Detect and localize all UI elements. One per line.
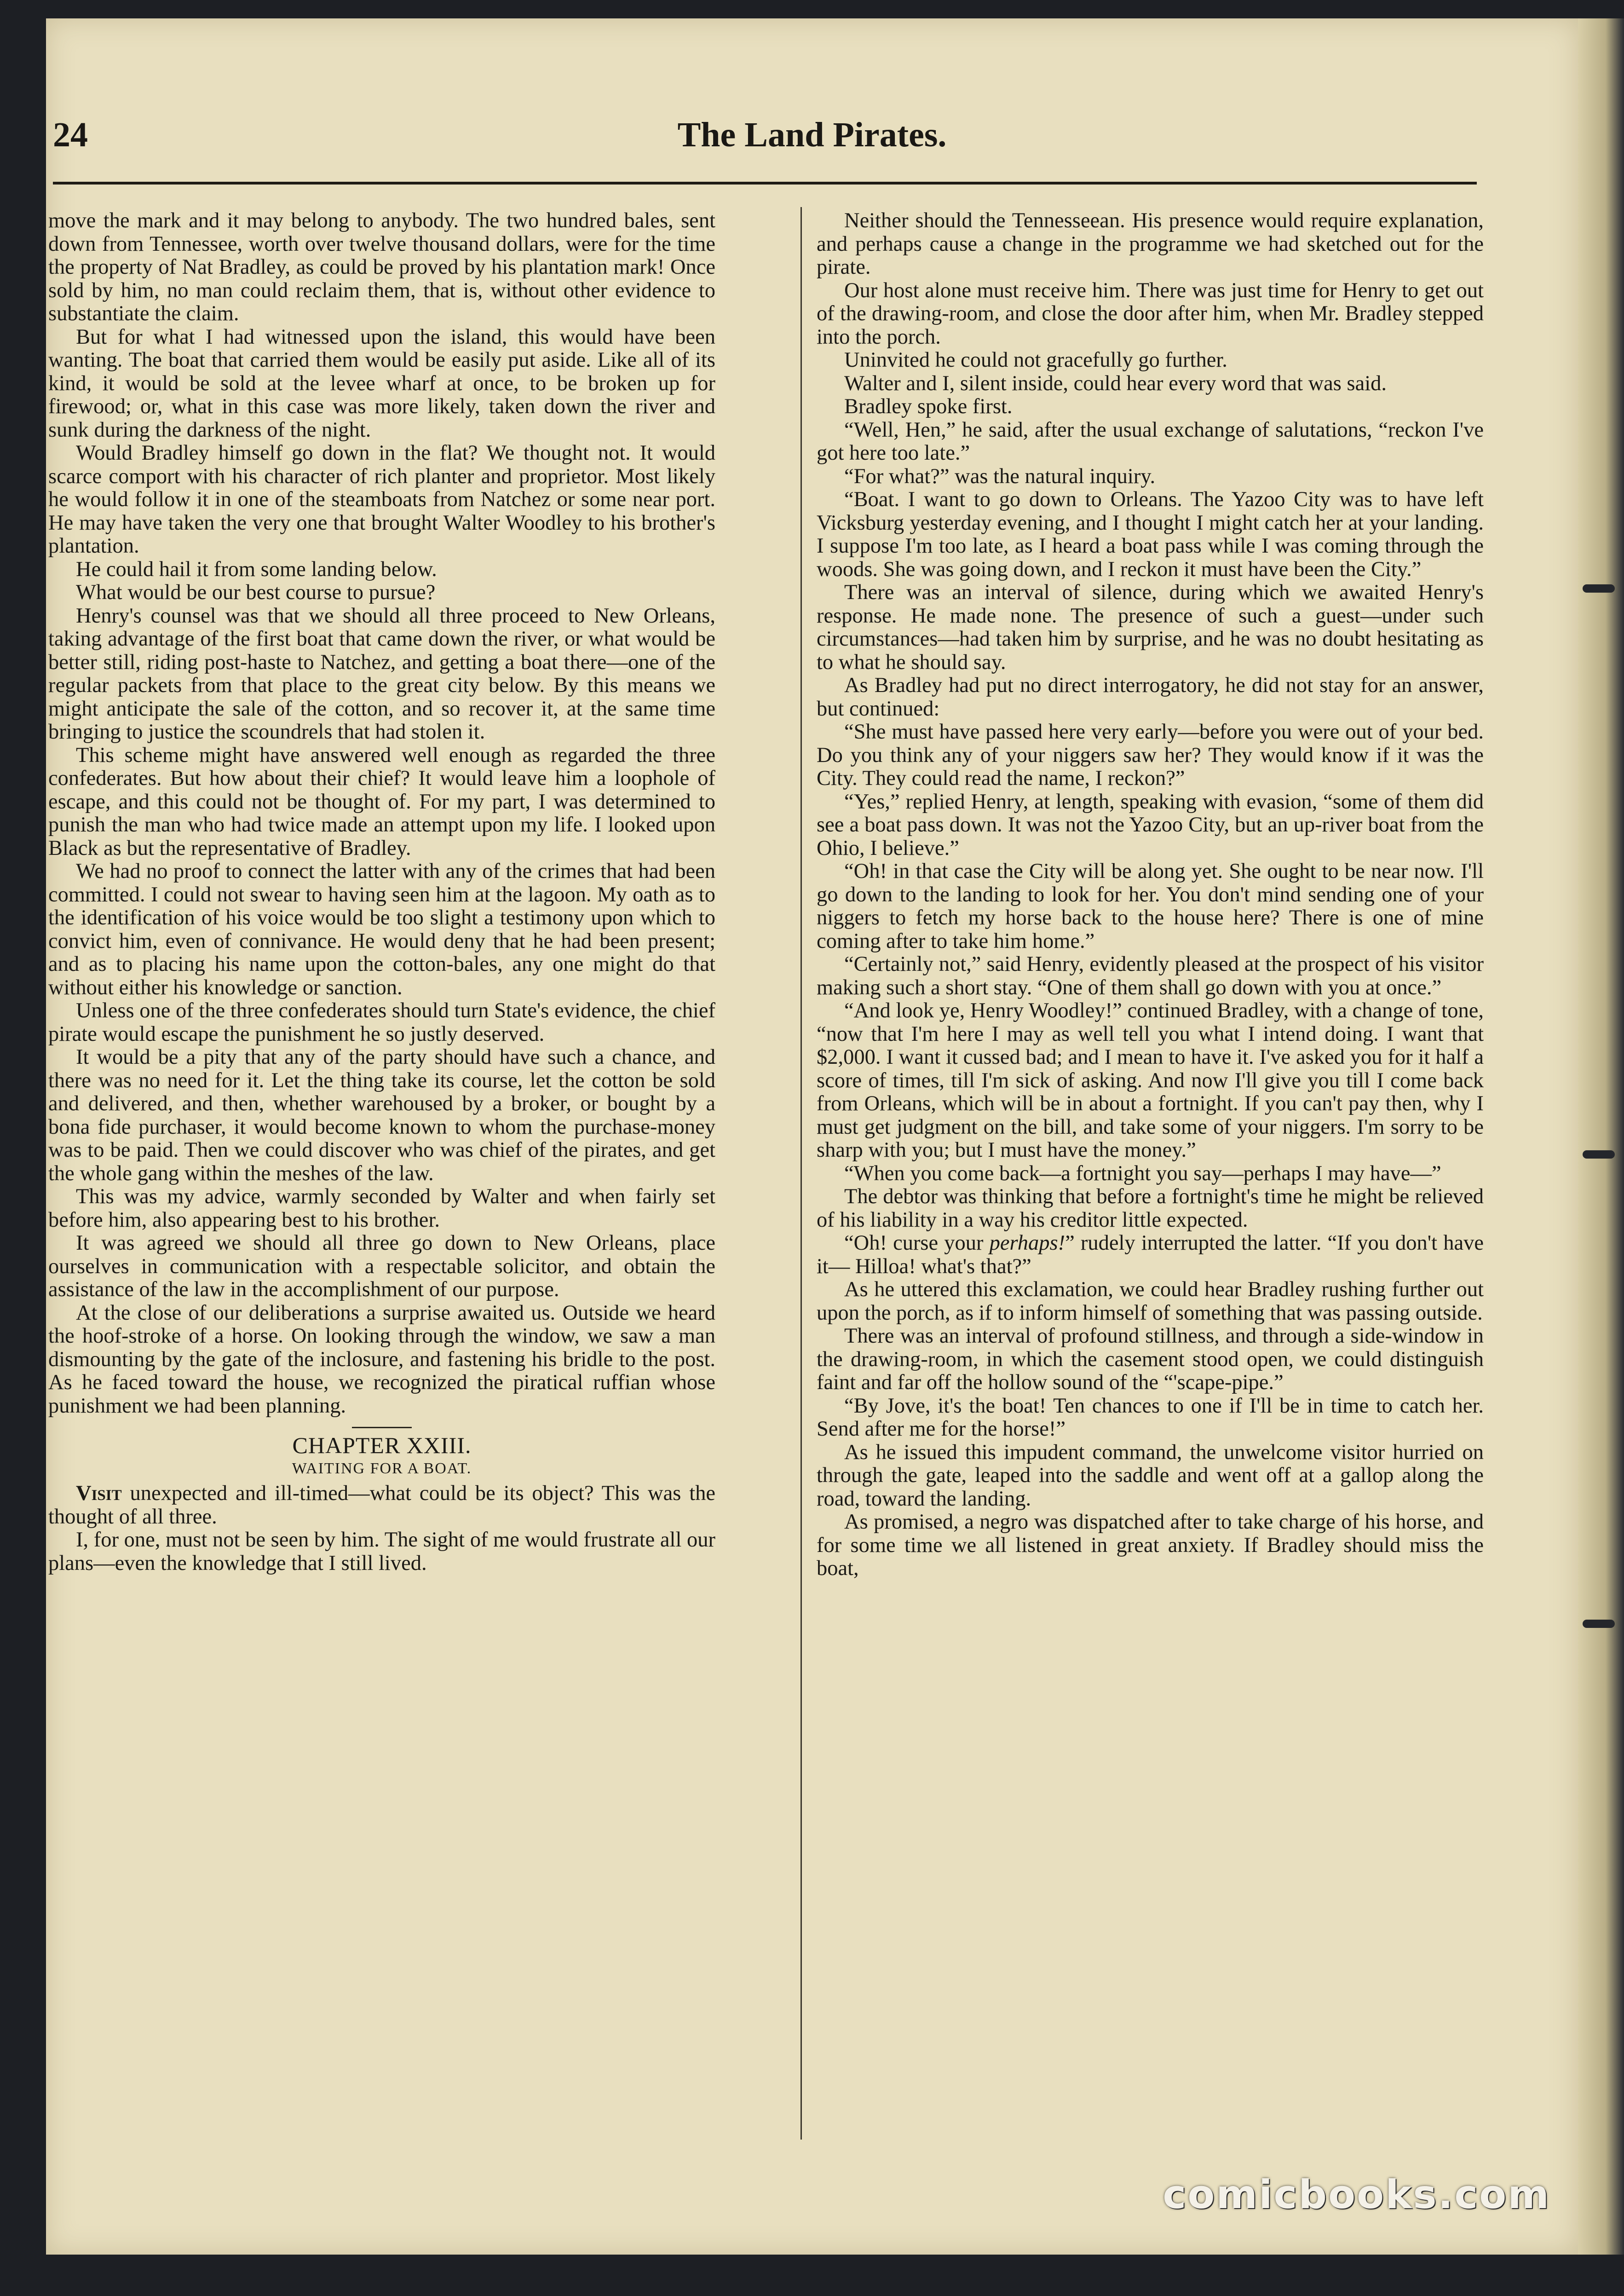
paragraph: move the mark and it may belong to anybody. The two hundred bales, sent down from Tennessee, worth over twelve thousand dollars, were for the time the property of Nat Bradley, as could be proved by his plantation mark! Once sold by him, no man could reclaim them, that is, without other evidence to substantiate the claim.: [48, 209, 715, 325]
paragraph: Unless one of the three confederates should turn State's evidence, the chief pirate would escape the punishment he so justly deserved.: [48, 999, 715, 1046]
paragraph: But for what I had witnessed upon the island, this would have been wanting. The boat that carried them would be easily put aside. Like all of its kind, it would be sold at the levee wharf at once, to be broken up for firewood; or, what in this case was more likely, taken down the river and sunk during the darkness of the night.: [48, 325, 715, 442]
watermark: comicbooks.com: [1163, 2172, 1550, 2218]
paragraph: [48, 1482, 715, 1529]
paragraph: “Certainly not,” said Henry, evidently pleased at the prospect of his visitor making such a short stay. “One of them shall go down with you at once.”: [817, 952, 1484, 999]
paragraph: Our host alone must receive him. There was just time for Henry to get out of the drawing-room, and close the door after him, when Mr. Bradley stepped into the porch.: [817, 278, 1484, 349]
paragraph: He could hail it from some landing below.: [76, 557, 437, 581]
right-column: [817, 209, 1484, 1581]
paragraph: There was an interval of silence, during which we awaited Henry's response. He made none. The presence of such a guest—under such circumstances—had taken him by surprise, and he was no doubt hesitating as to what he should say.: [817, 581, 1484, 674]
italic-word: perhaps!: [989, 1231, 1065, 1255]
binding-stitch: [1583, 584, 1615, 593]
paragraph: This scheme might have answered well enough as regarded the three confederates. But how about their chief? It would leave him a loophole of escape, and this could not be thought of. For my part, I was determined to punish the man who had twice made an attempt upon my life. I looked upon Black as but the representative of Bradley.: [48, 743, 715, 860]
running-title: The Land Pirates.: [677, 115, 947, 154]
paragraph: “Boat. I want to go down to Orleans. The Yazoo City was to have left Vicksburg yesterday evening, and I thought I might catch her at your landing. I suppose I'm too late, as I heard a boat pass while I was coming through the woods. She was going down, and I reckon it must have been the City.”: [817, 488, 1484, 581]
paragraph: As Bradley had put no direct interrogatory, he did not stay for an answer, but continued:: [817, 674, 1484, 721]
column-divider: [800, 207, 802, 2140]
chapter-subtitle: WAITING FOR A BOAT.: [292, 1460, 472, 1477]
paragraph: As he issued this impudent command, the unwelcome visitor hurried on through the gate, leaped into the saddle and went off at a gallop along the road, toward the landing.: [817, 1440, 1484, 1511]
paragraph: At the close of our deliberations a surprise awaited us. Outside we heard the hoof-stroke of a horse. On looking through the window, we saw a man dismounting by the gate of the inclosure, and fastening his bridle to the post. As he faced toward the house, we recognized the piratical ruffian whose punishment we had been planning.: [48, 1301, 715, 1418]
paragraph: “Well, Hen,” he said, after the usual exchange of salutations, “reckon I've got here too late.”: [817, 418, 1484, 465]
paragraph: Henry's counsel was that we should all three proceed to New Orleans, taking advantage of the first boat that came down the river, or what would be better still, riding post-haste to Natchez, and getting a boat there—one of the regular packets from that place to the great city below. By this means we might anticipate the sale of the cotton, and so recover it, at the same time bringing to justice the scoundrels that had stolen it.: [48, 604, 715, 744]
paragraph: “By Jove, it's the boat! Ten chances to one if I'll be in time to catch her. Send after me for the horse!”: [817, 1394, 1484, 1441]
paragraph: As he uttered this exclamation, we could hear Bradley rushing further out upon the porch, as if to inform himself of something that was passing outside.: [817, 1278, 1484, 1325]
binding-stitch: [1583, 1150, 1615, 1159]
paragraph: Neither should the Tennesseean. His presence would require explanation, and perhaps cause a change in the programme we had sketched out for the pirate.: [817, 209, 1484, 279]
paragraph: What would be our best course to pursue?: [76, 581, 436, 604]
paragraph: Would Bradley himself go down in the flat? We thought not. It would scarce comport with his character of rich planter and proprietor. Most likely he would follow it in one of the steamboats from Natchez or some near port. He may have taken the very one that brought Walter Woodley to his brother's plantation.: [48, 441, 715, 558]
paragraph: There was an interval of profound stillness, and through a side-window in the drawing-room, in which the casement stood open, we could distinguish faint and far off the hollow sound of the “'scape-pipe.”: [817, 1324, 1484, 1394]
paragraph: “Oh! in that case the City will be along yet. She ought to be near now. I'll go down to the landing to look for her. You don't mind sending one of your niggers to fetch my horse back to the house here? There is one of mine coming after to take him home.”: [817, 860, 1484, 953]
paragraph: [817, 1232, 1484, 1278]
paragraph: “And look ye, Henry Woodley!” continued Bradley, with a change of tone, “now that I'm here I may as well tell you what I intend doing. I want that $2,000. I want it cussed bad; and I mean to have it. I've asked you for it half a score of times, till I'm sick of asking. And now I'll give you till I come back from Orleans, which will be in about a fortnight. If you can't pay then, why I must get judgment on the bill, and take some of your niggers. I'm sorry to be sharp with you; but I must have the money.”: [817, 999, 1484, 1162]
chapter-title: CHAPTER XXIII.: [292, 1432, 472, 1458]
paragraph: “For what?” was the natural inquiry.: [844, 464, 1156, 488]
binding-stitch: [1583, 1620, 1615, 1628]
paragraph: The debtor was thinking that before a fortnight's time he might be relieved of his liability in a way his creditor little expected.: [817, 1185, 1484, 1232]
paragraph: Walter and I, silent inside, could hear every word that was said.: [844, 371, 1387, 395]
paragraph: Bradley spoke first.: [844, 395, 1013, 418]
paragraph: As promised, a negro was dispatched after to take charge of his horse, and for some time we all listened in great anxiety. If Bradley should miss the boat,: [817, 1510, 1484, 1580]
paragraph: “She must have passed here very early—before you were out of your bed. Do you think any of your niggers saw her? They would know if it was the City. They could read the name, I reckon?”: [817, 720, 1484, 790]
chapter-heading: [48, 1427, 715, 1480]
paragraph: I, for one, must not be seen by him. The sight of me would frustrate all our plans—even the knowledge that I still lived.: [48, 1528, 715, 1575]
paragraph: It was agreed we should all three go down to New Orleans, place ourselves in communication with a respectable solicitor, and obtain the assistance of the law in the accomplishment of our purpose.: [48, 1231, 715, 1301]
left-column: [48, 209, 715, 1575]
paragraph: Uninvited he could not gracefully go further.: [844, 348, 1227, 372]
paragraph-text: “Oh! curse your: [844, 1231, 990, 1255]
paragraph: It would be a pity that any of the party should have such a chance, and there was no need for it. Let the thing take its course, let the cotton be sold and delivered, and then, whether warehoused by a broker, or bought by a bona fide purchaser, it would become known to whom the purchase-money was to be paid. Then we could discover who was chief of the pirates, and get the whole gang within the meshes of the law.: [48, 1045, 715, 1185]
paragraph-text: ” rudely interrupted the latter. “If you don't have it— Hilloa! what's that?”: [817, 1231, 1484, 1278]
chapter-rule: [352, 1427, 412, 1428]
lead-word: Visit: [76, 1482, 122, 1505]
paragraph-text: unexpected and ill-timed—what could be its object? This was the thought of all three.: [48, 1482, 715, 1529]
page-spine: [1578, 18, 1624, 2255]
page-number: 24: [53, 115, 88, 154]
paragraph: This was my advice, warmly seconded by Walter and when fairly set before him, also appearing best to his brother.: [48, 1185, 715, 1232]
paragraph: “When you come back—a fortnight you say—perhaps I may have—”: [844, 1161, 1441, 1185]
paragraph: “Yes,” replied Henry, at length, speaking with evasion, “some of them did see a boat pass down. It was not the Yazoo City, but an up-river boat from the Ohio, I believe.”: [817, 790, 1484, 860]
header-rule: [53, 182, 1477, 185]
paragraph: We had no proof to connect the latter with any of the crimes that had been committed. I could not swear to having seen him at the lagoon. My oath as to the identification of his voice would be too slight a testimony upon which to convict him, even of connivance. He would deny that he had been present; and as to placing his name upon the cotton-bales, any one might do that without either his knowledge or sanction.: [48, 860, 715, 999]
